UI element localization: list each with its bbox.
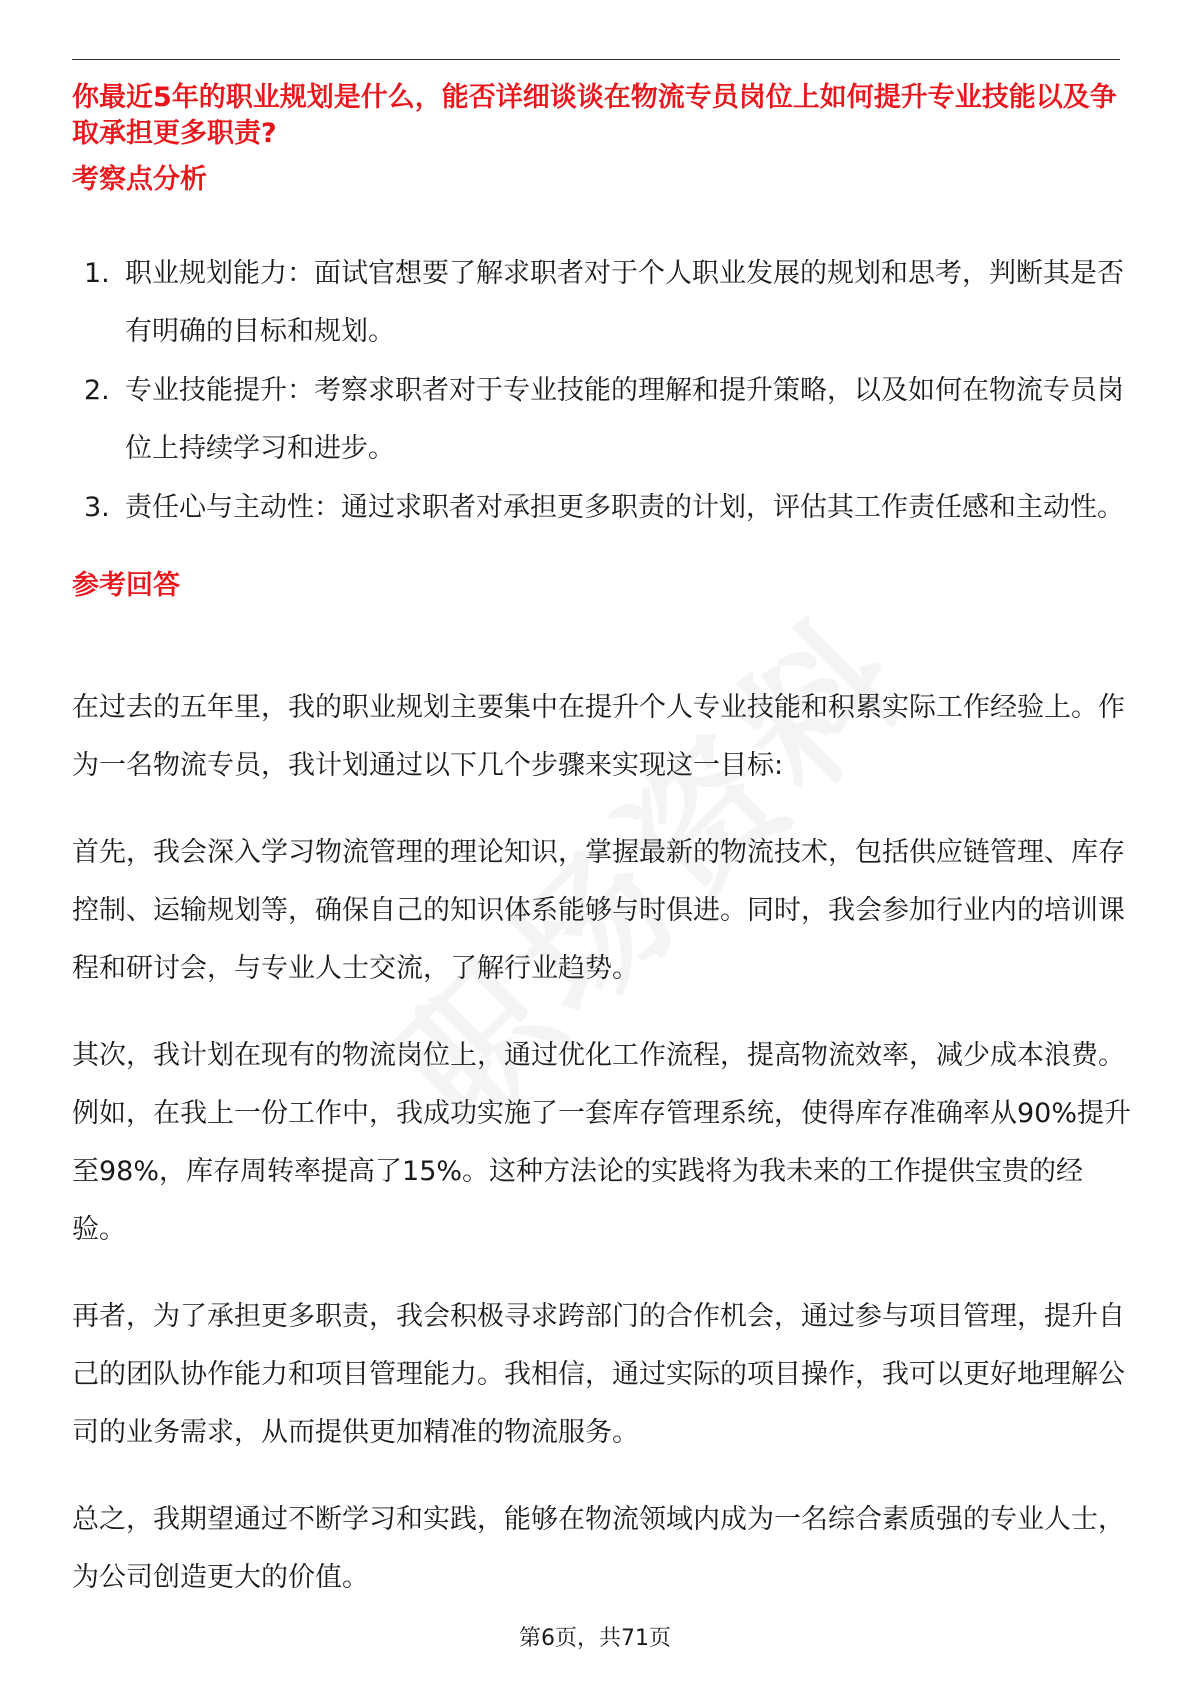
analysis-heading: 考察点分析 (72, 164, 207, 195)
answer-paragraph: 再者，为了承担更多职责，我会积极寻求跨部门的合作机会，通过参与项目管理，提升自己的团队协作能力和项目管理能力。我相信，通过实际的项目操作，我可以更好地理解公司的业务需求，从而提供更加精准的物流服务。 (72, 1301, 1125, 1448)
answer-heading: 参考回答 (72, 570, 180, 601)
answer-body (72, 679, 1132, 1636)
page-number: 第6页，共71页 (519, 1626, 671, 1651)
analysis-list (72, 245, 1132, 538)
question-title: 你最近5年的职业规划是什么，能否详细谈谈在物流专员岗位上如何提升专业技能以及争取承担更多职责? (72, 82, 1117, 149)
answer-paragraph: 其次，我计划在现有的物流岗位上，通过优化工作流程，提高物流效率，减少成本浪费。例如，在我上一份工作中，我成功实施了一套库存管理系统，使得库存准确率从90%提升至98%，库存周转率提高了15%。这种方法论的实践将为我未来的工作提供宝贵的经验。 (72, 1040, 1132, 1245)
analysis-item-text: 责任心与主动性：通过求职者对承担更多职责的计划，评估其工作责任感和主动性。 (125, 492, 1124, 523)
analysis-item-number: 3. (84, 492, 110, 523)
analysis-item-text: 职业规划能力：面试官想要了解求职者对于个人职业发展的规划和思考，判断其是否有明确的目标和规划。 (125, 258, 1124, 347)
answer-paragraph: 总之，我期望通过不断学习和实践，能够在物流领域内成为一名综合素质强的专业人士，为公司创造更大的价值。 (72, 1504, 1125, 1593)
top-rule (72, 59, 1120, 60)
analysis-item-text: 专业技能提升：考察求职者对于专业技能的理解和提升策略，以及如何在物流专员岗位上持续学习和进步。 (125, 375, 1124, 464)
answer-paragraph: 在过去的五年里，我的职业规划主要集中在提升个人专业技能和积累实际工作经验上。作为一名物流专员，我计划通过以下几个步骤来实现这一目标: (72, 692, 1125, 781)
analysis-item (72, 245, 1132, 361)
analysis-item-number: 1. (84, 258, 110, 289)
analysis-item-number: 2. (84, 375, 110, 406)
analysis-item (72, 362, 1132, 478)
analysis-item (72, 479, 1132, 537)
answer-paragraph: 首先，我会深入学习物流管理的理论知识，掌握最新的物流技术，包括供应链管理、库存控制、运输规划等，确保自己的知识体系能够与时俱进。同时，我会参加行业内的培训课程和研讨会，与专业人士交流，了解行业趋势。 (72, 837, 1125, 984)
